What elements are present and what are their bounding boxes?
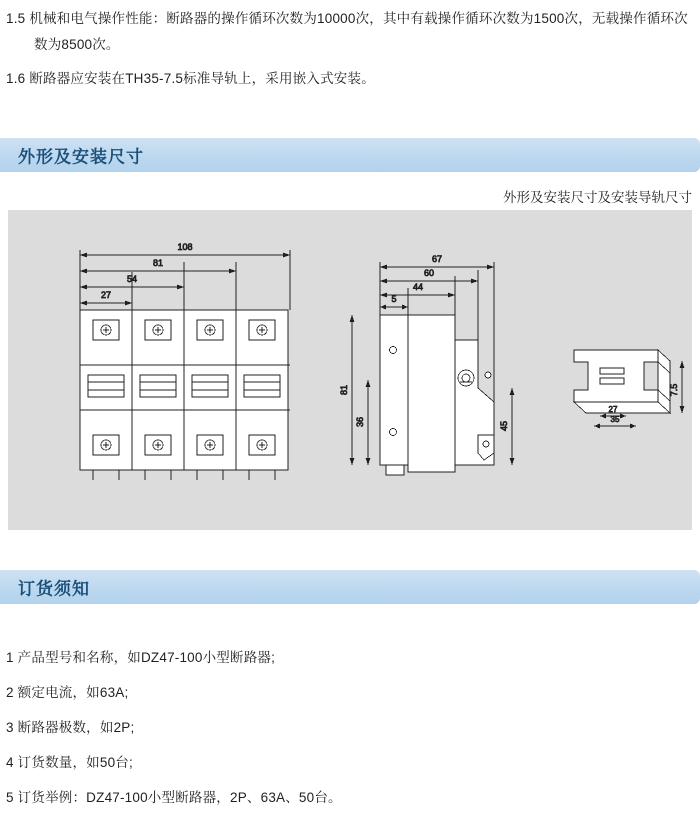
rail-dim-35 bbox=[594, 415, 636, 429]
svg-text:5: 5 bbox=[391, 294, 397, 304]
side-dim-45 bbox=[499, 388, 515, 465]
spec-1-6-number: 1.6 bbox=[6, 71, 26, 86]
rail-dim-7-5 bbox=[669, 361, 685, 413]
drawing-caption: 外形及安装尺寸及安装导轨尺寸 bbox=[503, 190, 692, 205]
order-item-text: 订货数量，如50台; bbox=[17, 755, 133, 770]
specification-block bbox=[6, 6, 694, 92]
order-item-text: 额定电流，如63A; bbox=[17, 685, 129, 700]
order-item bbox=[6, 675, 694, 710]
order-item-number: 2 bbox=[6, 685, 14, 700]
front-dim-54 bbox=[80, 274, 184, 290]
order-item bbox=[6, 710, 694, 745]
section-header-dimensions bbox=[0, 138, 700, 172]
order-item-text: 断路器极数，如2P; bbox=[17, 720, 135, 735]
svg-text:44: 44 bbox=[412, 282, 424, 292]
order-item-number: 3 bbox=[6, 720, 14, 735]
section-header-order bbox=[0, 570, 700, 604]
svg-text:67: 67 bbox=[431, 254, 443, 264]
svg-text:81: 81 bbox=[339, 384, 349, 396]
front-dim-81 bbox=[80, 258, 236, 274]
front-dim-27 bbox=[80, 290, 132, 306]
side-dim-36 bbox=[355, 380, 371, 465]
svg-text:108: 108 bbox=[177, 242, 193, 252]
svg-text:60: 60 bbox=[423, 268, 435, 278]
svg-text:81: 81 bbox=[152, 258, 164, 268]
svg-text:36: 36 bbox=[355, 416, 365, 428]
order-item-number: 5 bbox=[6, 790, 14, 805]
side-dim-67 bbox=[380, 254, 494, 270]
svg-text:45: 45 bbox=[499, 420, 509, 432]
breaker-dimension-drawing bbox=[8, 210, 692, 530]
svg-text:54: 54 bbox=[126, 274, 138, 284]
front-dim-108 bbox=[80, 242, 290, 258]
svg-text:27: 27 bbox=[608, 405, 618, 414]
svg-text:27: 27 bbox=[100, 290, 112, 300]
order-item-number: 4 bbox=[6, 755, 14, 770]
side-dim-60 bbox=[380, 268, 478, 284]
technical-drawing-panel bbox=[8, 210, 692, 530]
spec-item-1-6 bbox=[6, 66, 694, 92]
order-item bbox=[6, 780, 694, 815]
order-item-text: 产品型号和名称，如DZ47-100小型断路器; bbox=[17, 650, 276, 665]
section-title-order: 订货须知 bbox=[18, 579, 90, 599]
section-title-dimensions: 外形及安装尺寸 bbox=[18, 147, 144, 167]
spec-1-6-text: 断路器应安装在TH35-7.5标准导轨上，采用嵌入式安装。 bbox=[29, 71, 375, 86]
spec-1-5-text: 机械和电气操作性能：断路器的操作循环次数为10000次，其中有载操作循环次数为1500次，无载操作循环次数为8500次。 bbox=[29, 11, 688, 52]
side-dim-81 bbox=[339, 315, 355, 465]
order-item-text: 订货举例：DZ47-100小型断路器，2P、63A、50台。 bbox=[17, 790, 342, 805]
rail-view bbox=[574, 350, 670, 413]
spec-1-5-number: 1.5 bbox=[6, 11, 26, 26]
side-view bbox=[380, 315, 494, 475]
order-item bbox=[6, 640, 694, 675]
svg-text:7.5: 7.5 bbox=[669, 383, 679, 397]
order-item bbox=[6, 745, 694, 780]
order-notice-list bbox=[6, 640, 694, 815]
order-item-number: 1 bbox=[6, 650, 14, 665]
svg-text:35: 35 bbox=[610, 415, 620, 424]
spec-item-1-5 bbox=[6, 6, 694, 58]
